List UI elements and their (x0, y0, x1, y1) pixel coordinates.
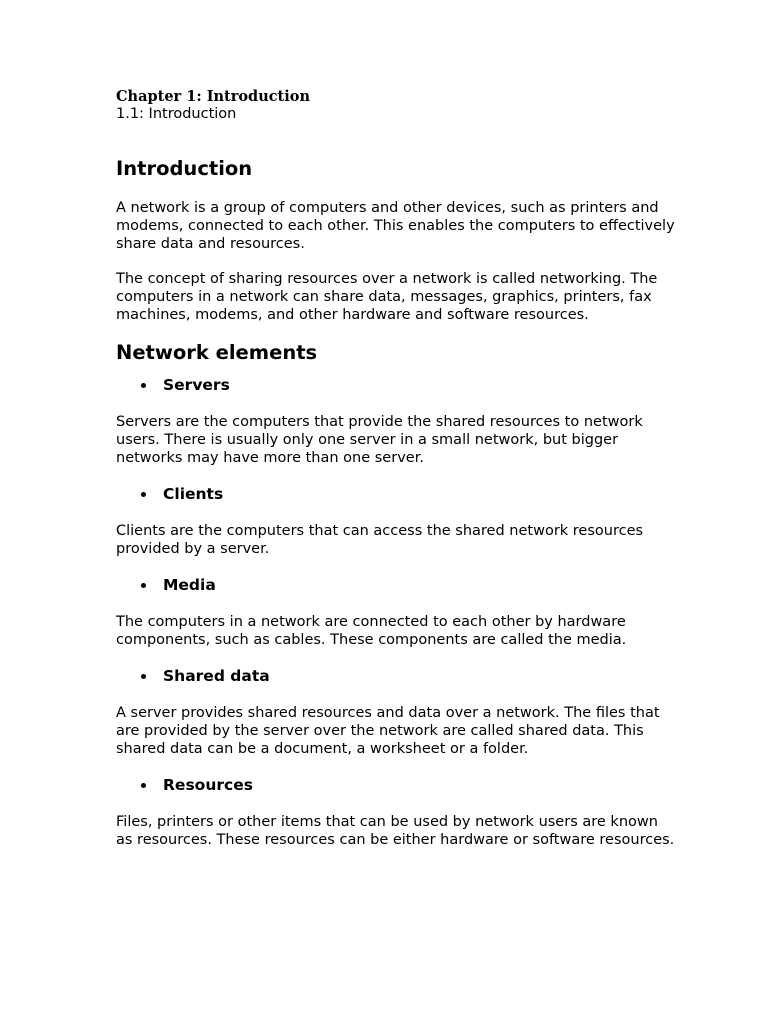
bullet-dot-icon (141, 383, 146, 388)
bullet-title: Resources (163, 776, 253, 794)
bullet-resources (116, 775, 676, 795)
bullet-dot-icon (141, 674, 146, 679)
clients-paragraph: Clients are the computers that can access the shared network resources provided by a server. (116, 523, 644, 557)
servers-paragraph: Servers are the computers that provide the shared resources to network users. There is usually only one server in a small network, but bigger networks may have more than one server. (116, 414, 643, 466)
bullet-title: Servers (163, 376, 230, 394)
introduction-heading: Introduction (116, 157, 253, 180)
bullet-title: Clients (163, 485, 224, 503)
bullet-media (116, 575, 676, 595)
chapter-title: Chapter 1: Introduction (116, 88, 310, 105)
bullet-title: Shared data (163, 667, 270, 685)
network-elements-heading: Network elements (116, 341, 318, 364)
media-paragraph: The computers in a network are connected to each other by hardware components, such as cables. These components are called the media. (116, 614, 627, 648)
resources-paragraph: Files, printers or other items that can be used by network users are known as resources. These resources can be either hardware or software resources. (116, 814, 675, 848)
bullet-shared-data (116, 666, 676, 686)
bullet-clients (116, 484, 676, 504)
bullet-servers (116, 375, 676, 395)
introduction-paragraph-2: The concept of sharing resources over a network is called networking. The computers in a network can share data, messages, graphics, printers, fax machines, modems, and other hardware and software resources. (116, 271, 658, 323)
shared-data-paragraph: A server provides shared resources and data over a network. The files that are provided by the server over the network are called shared data. This shared data can be a document, a worksheet or a folder. (116, 705, 660, 757)
bullet-dot-icon (141, 783, 146, 788)
bullet-title: Media (163, 576, 216, 594)
introduction-paragraph-1: A network is a group of computers and other devices, such as printers and modems, connected to each other. This enables the computers to effectively share data and resources. (116, 200, 675, 252)
bullet-dot-icon (141, 583, 146, 588)
bullet-dot-icon (141, 492, 146, 497)
section-subtitle: 1.1: Introduction (116, 106, 237, 122)
document-page (116, 88, 676, 866)
